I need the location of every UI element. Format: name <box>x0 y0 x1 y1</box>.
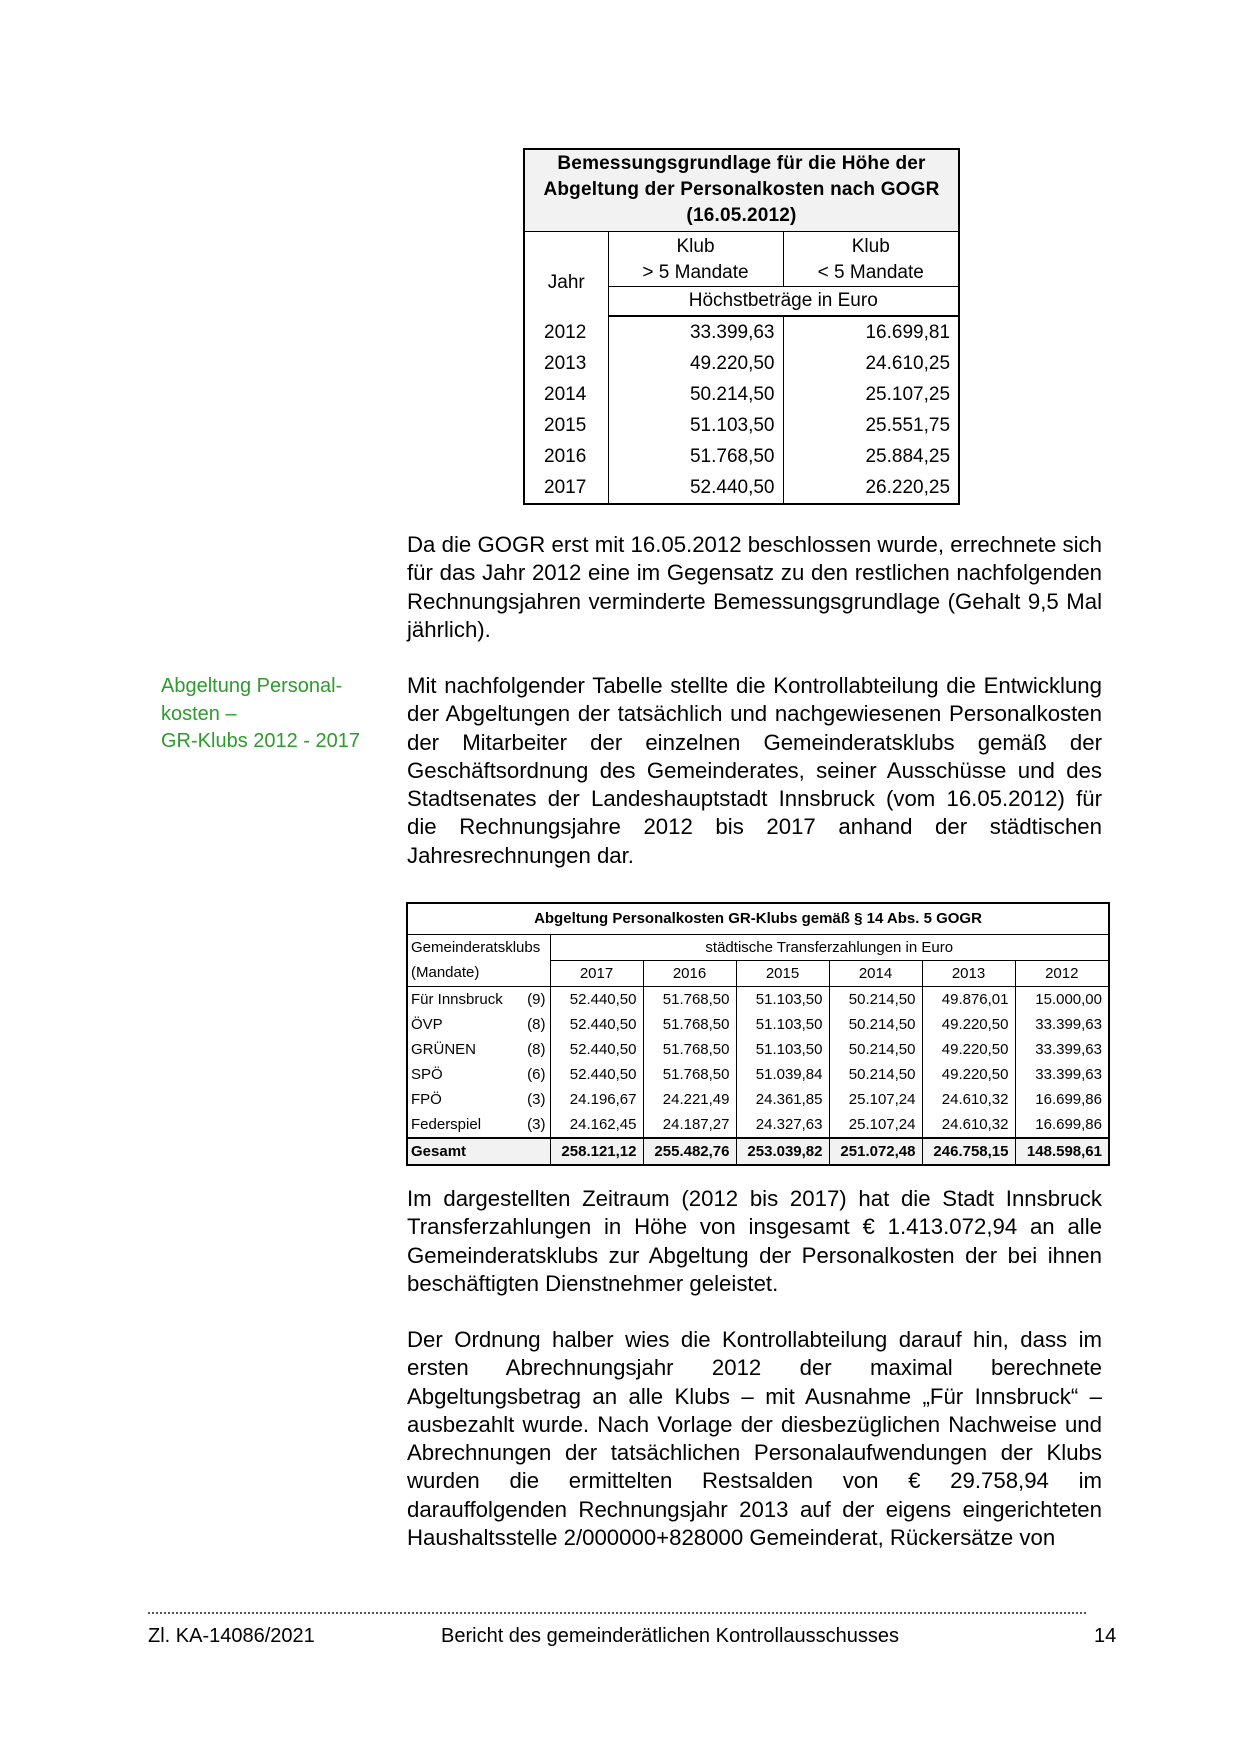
payment-value: 52.440,50 <box>550 987 643 1013</box>
margin-note-line: GR-Klubs 2012 - 2017 <box>161 730 361 752</box>
year-header: 2017 <box>550 961 643 987</box>
footer-divider <box>148 1612 1086 1614</box>
payment-value: 49.220,50 <box>922 1037 1015 1062</box>
payment-value: 51.768,50 <box>643 987 736 1013</box>
club-mandate: (9) <box>527 990 546 1008</box>
payment-value: 51.039,84 <box>736 1062 829 1087</box>
club-name: SPÖ <box>411 1065 443 1083</box>
value-cell: 50.214,50 <box>608 379 783 410</box>
club-gt5-header <box>608 232 783 287</box>
club-name: FPÖ <box>411 1090 442 1108</box>
footer-reference: Zl. KA-14086/2021 <box>148 1625 315 1647</box>
payment-value: 16.699,86 <box>1015 1087 1109 1112</box>
payment-value: 24.187,27 <box>643 1112 736 1138</box>
payment-value: 24.196,67 <box>550 1087 643 1112</box>
value-cell: 16.699,81 <box>783 316 959 348</box>
payment-value: 33.399,63 <box>1015 1037 1109 1062</box>
value-cell: 51.103,50 <box>608 410 783 441</box>
payment-value: 24.610,32 <box>922 1087 1015 1112</box>
year-cell: 2015 <box>544 415 587 436</box>
value-cell: 49.220,50 <box>608 348 783 379</box>
club-mandate: (8) <box>527 1040 546 1058</box>
club-name: Federspiel <box>411 1115 482 1133</box>
total-row <box>407 1138 1109 1165</box>
year-cell: 2017 <box>544 477 587 498</box>
payment-value: 15.000,00 <box>1015 987 1109 1013</box>
year-cell: 2013 <box>544 353 587 374</box>
paragraph-remark <box>407 1326 1102 1552</box>
year-header: Jahr <box>547 272 585 293</box>
payment-value: 25.107,24 <box>829 1087 922 1112</box>
value-cell: 25.884,25 <box>783 441 959 472</box>
total-value: 246.758,15 <box>922 1138 1015 1165</box>
payment-value: 52.440,50 <box>550 1062 643 1087</box>
club-mandate: (6) <box>527 1065 546 1083</box>
paragraph-total-transfers <box>407 1185 1102 1298</box>
club-col-header-line2: (Mandate) <box>407 961 550 987</box>
payment-value: 33.399,63 <box>1015 1062 1109 1087</box>
year-header: 2015 <box>736 961 829 987</box>
table-row <box>524 348 959 379</box>
total-label: Gesamt <box>407 1138 550 1165</box>
year-cell: 2014 <box>544 384 587 405</box>
club-table-body <box>407 987 1109 1139</box>
payment-value: 50.214,50 <box>829 1012 922 1037</box>
payment-value: 25.107,24 <box>829 1112 922 1138</box>
value-cell: 24.610,25 <box>783 348 959 379</box>
table-row <box>524 441 959 472</box>
payment-value: 24.361,85 <box>736 1087 829 1112</box>
payment-value: 24.221,49 <box>643 1087 736 1112</box>
paragraph-text: Im dargestellten Zeitraum (2012 bis 2017) hat die Stadt Innsbruck Transferzahlungen in Höhe von insgesamt € 1.413.072,94 an alle Gemeinderatsklubs zur Abgeltung der Personalkosten der bei ihnen beschäftigten Dienstnehmer geleistet. <box>407 1186 1102 1296</box>
payment-value: 51.768,50 <box>643 1062 736 1087</box>
year-header: 2013 <box>922 961 1015 987</box>
table-row <box>407 1037 1109 1062</box>
table-row <box>407 1012 1109 1037</box>
value-cell: 26.220,25 <box>783 472 959 504</box>
total-value: 258.121,12 <box>550 1138 643 1165</box>
total-value: 148.598,61 <box>1015 1138 1109 1165</box>
paragraph-text: Der Ordnung halber wies die Kontrollabteilung darauf hin, dass im ersten Abrechnungsjahr 2012 der maximal berechnete Abgeltungsbetrag an alle Klubs – mit Ausnahme „Für Innsbruck“ – ausbezahlt wurde. Nach Vorlage der diesbezüglichen Nachweise und Abrechnungen der tatsächlichen Personalaufwendungen der Klubs wurden die ermittelten Restsalden von € 29.758,94 im darauffolgenden Rechnungsjahr 2013 auf der eigens eingerichteten Haushaltsstelle 2/000000+828000 Gemeinderat, Rückersätze von <box>407 1327 1102 1551</box>
paragraph-gogr-basis <box>407 531 1102 644</box>
margin-note-line: Abgeltung Personal- <box>161 675 343 697</box>
payment-value: 24.162,45 <box>550 1112 643 1138</box>
table-row <box>524 472 959 504</box>
table-row <box>407 1062 1109 1087</box>
payment-value: 50.214,50 <box>829 987 922 1013</box>
year-header: 2016 <box>643 961 736 987</box>
assessment-basis-table <box>523 148 960 505</box>
payment-value: 52.440,50 <box>550 1037 643 1062</box>
club-lt5-header-line2: < 5 Mandate <box>817 262 924 283</box>
payment-value: 51.768,50 <box>643 1012 736 1037</box>
club-col-header-line1: Gemeinderatsklubs <box>411 938 541 956</box>
table-row <box>524 379 959 410</box>
payment-value: 49.220,50 <box>922 1062 1015 1087</box>
club-gt5-header-line1: Klub <box>676 236 715 257</box>
year-cell: 2012 <box>544 321 587 343</box>
value-cell: 51.768,50 <box>608 441 783 472</box>
paragraph-development <box>407 672 1102 870</box>
page-number: 14 <box>1094 1625 1117 1647</box>
payment-value: 49.220,50 <box>922 1012 1015 1037</box>
paragraph-text: Da die GOGR erst mit 16.05.2012 beschlossen wurde, errechnete sich für das Jahr 2012 eine im Gegensatz zu den restlichen nachfolgenden Rechnungsjahren verminderte Bemessungsgrundlage (Gehalt 9,5 Mal jährlich). <box>407 532 1102 642</box>
table-row <box>407 1087 1109 1112</box>
club-mandate: (8) <box>527 1015 546 1033</box>
value-cell: 25.551,75 <box>783 410 959 441</box>
table-row <box>407 1112 1109 1138</box>
assessment-table-title: Bemessungsgrundlage für die Höhe der Abgeltung der Personalkosten nach GOGR (16.05.2012) <box>524 149 959 232</box>
club-lt5-header-line1: Klub <box>851 236 890 257</box>
payment-value: 51.103,50 <box>736 1037 829 1062</box>
table-row <box>407 987 1109 1013</box>
club-payments-table <box>406 902 1110 1166</box>
payment-value: 52.440,50 <box>550 1012 643 1037</box>
club-lt5-header <box>783 232 959 287</box>
paragraph-text: Mit nachfolgender Tabelle stellte die Kontrollabteilung die Entwicklung der Abgeltungen der tatsächlich und nachgewiesenen Personalkosten der Mitarbeiter der einzelnen Gemeinderatsklubs gemäß der Geschäftsordnung des Gemeinderates, seiner Ausschüsse und des Stadtsenates der Landeshauptstadt Innsbruck (vom 16.05.2012) für die Rechnungsjahre 2012 bis 2017 anhand der städtischen Jahresrechnungen dar. <box>407 673 1102 868</box>
payment-value: 16.699,86 <box>1015 1112 1109 1138</box>
table-row <box>524 410 959 441</box>
total-value: 255.482,76 <box>643 1138 736 1165</box>
club-table-title: Abgeltung Personalkosten GR-Klubs gemäß § 14 Abs. 5 GOGR <box>407 903 1109 935</box>
club-name: ÖVP <box>411 1015 443 1033</box>
payment-value: 24.327,63 <box>736 1112 829 1138</box>
payment-value: 24.610,32 <box>922 1112 1015 1138</box>
club-name: GRÜNEN <box>411 1040 477 1058</box>
table-row <box>524 316 959 348</box>
club-mandate: (3) <box>527 1090 546 1108</box>
payment-value: 51.103,50 <box>736 987 829 1013</box>
payment-value: 49.876,01 <box>922 987 1015 1013</box>
footer-title: Bericht des gemeinderätlichen Kontrollausschusses <box>441 1625 900 1647</box>
assessment-table-body <box>524 316 959 504</box>
margin-note-line: kosten – <box>161 702 237 725</box>
club-mandate: (3) <box>527 1115 546 1133</box>
payment-value: 50.214,50 <box>829 1062 922 1087</box>
year-cell: 2016 <box>544 446 587 467</box>
year-header: 2012 <box>1015 961 1109 987</box>
payment-value: 51.768,50 <box>643 1037 736 1062</box>
club-gt5-header-line2: > 5 Mandate <box>642 262 749 283</box>
total-value: 251.072,48 <box>829 1138 922 1165</box>
total-value: 253.039,82 <box>736 1138 829 1165</box>
units-header: Höchstbeträge in Euro <box>608 287 959 317</box>
transfer-group-header: städtische Transferzahlungen in Euro <box>550 935 1109 961</box>
payment-value: 51.103,50 <box>736 1012 829 1037</box>
value-cell: 33.399,63 <box>608 316 783 348</box>
club-name: Für Innsbruck <box>411 990 503 1008</box>
year-header: 2014 <box>829 961 922 987</box>
margin-note <box>161 673 391 756</box>
value-cell: 52.440,50 <box>608 472 783 504</box>
payment-value: 50.214,50 <box>829 1037 922 1062</box>
value-cell: 25.107,25 <box>783 379 959 410</box>
payment-value: 33.399,63 <box>1015 1012 1109 1037</box>
